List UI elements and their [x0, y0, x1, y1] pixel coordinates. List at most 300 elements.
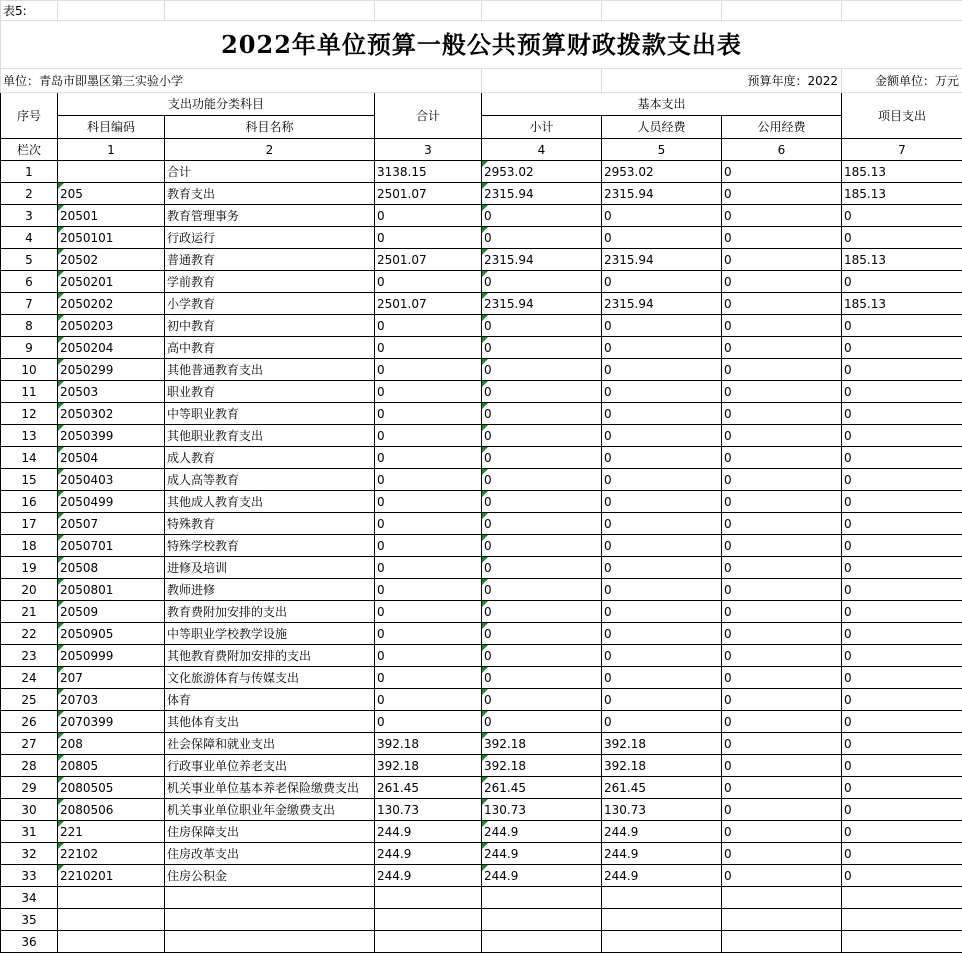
row-code-cell[interactable]: 2050905 [58, 623, 165, 645]
row-subtotal-cell[interactable]: 0 [482, 337, 602, 359]
column-number[interactable]: 7 [842, 139, 962, 161]
row-name-cell[interactable]: 其他普通教育支出 [165, 359, 375, 381]
row-total-cell[interactable]: 0 [375, 535, 482, 557]
row-name-cell[interactable]: 其他教育费附加安排的支出 [165, 645, 375, 667]
row-public-cell[interactable]: 0 [722, 557, 842, 579]
row-public-cell[interactable]: 0 [722, 425, 842, 447]
row-name-cell[interactable]: 住房保障支出 [165, 821, 375, 843]
row-name-cell[interactable]: 特殊教育 [165, 513, 375, 535]
row-project-cell[interactable]: 0 [842, 821, 962, 843]
row-personnel-cell[interactable]: 244.9 [602, 821, 722, 843]
header-name[interactable]: 科目名称 [165, 116, 375, 139]
row-total-cell[interactable]: 0 [375, 337, 482, 359]
row-personnel-cell[interactable]: 0 [602, 667, 722, 689]
row-personnel-cell[interactable]: 0 [602, 469, 722, 491]
row-personnel-cell[interactable]: 0 [602, 711, 722, 733]
row-total-cell[interactable]: 244.9 [375, 865, 482, 887]
row-subtotal-cell[interactable]: 0 [482, 271, 602, 293]
row-seq-cell[interactable]: 9 [1, 337, 58, 359]
row-total-cell[interactable]: 0 [375, 381, 482, 403]
row-seq-cell[interactable]: 21 [1, 601, 58, 623]
row-subtotal-cell[interactable]: 2953.02 [482, 161, 602, 183]
row-subtotal-cell[interactable]: 0 [482, 403, 602, 425]
row-total-cell[interactable]: 0 [375, 645, 482, 667]
row-code-cell[interactable]: 20703 [58, 689, 165, 711]
row-total-cell[interactable]: 0 [375, 227, 482, 249]
table-label-cell[interactable]: 表5: [1, 1, 58, 21]
row-personnel-cell[interactable]: 2315.94 [602, 293, 722, 315]
row-seq-cell[interactable]: 28 [1, 755, 58, 777]
row-name-cell[interactable]: 其他体育支出 [165, 711, 375, 733]
row-seq-cell[interactable]: 30 [1, 799, 58, 821]
row-seq-cell[interactable]: 16 [1, 491, 58, 513]
row-total-cell[interactable]: 0 [375, 359, 482, 381]
row-personnel-cell[interactable]: 0 [602, 315, 722, 337]
row-subtotal-cell[interactable]: 2315.94 [482, 249, 602, 271]
row-code-cell[interactable]: 20805 [58, 755, 165, 777]
row-subtotal-cell[interactable]: 0 [482, 711, 602, 733]
row-personnel-cell[interactable] [602, 887, 722, 909]
row-public-cell[interactable]: 0 [722, 403, 842, 425]
row-seq-cell[interactable]: 24 [1, 667, 58, 689]
row-public-cell[interactable]: 0 [722, 293, 842, 315]
row-seq-cell[interactable]: 33 [1, 865, 58, 887]
row-subtotal-cell[interactable]: 0 [482, 513, 602, 535]
row-code-cell[interactable]: 221 [58, 821, 165, 843]
amount-unit-label[interactable]: 金额单位：万元 [842, 69, 962, 93]
row-seq-cell[interactable]: 11 [1, 381, 58, 403]
row-subtotal-cell[interactable]: 0 [482, 623, 602, 645]
row-public-cell[interactable]: 0 [722, 843, 842, 865]
row-subtotal-cell[interactable]: 0 [482, 579, 602, 601]
row-public-cell[interactable] [722, 909, 842, 931]
row-project-cell[interactable]: 0 [842, 535, 962, 557]
row-personnel-cell[interactable]: 0 [602, 425, 722, 447]
row-public-cell[interactable]: 0 [722, 447, 842, 469]
row-personnel-cell[interactable]: 2315.94 [602, 249, 722, 271]
row-subtotal-cell[interactable]: 0 [482, 227, 602, 249]
row-personnel-cell[interactable]: 0 [602, 227, 722, 249]
row-name-cell[interactable]: 住房改革支出 [165, 843, 375, 865]
row-name-cell[interactable]: 其他职业教育支出 [165, 425, 375, 447]
row-project-cell[interactable]: 0 [842, 799, 962, 821]
row-name-cell[interactable]: 职业教育 [165, 381, 375, 403]
row-code-cell[interactable]: 2050204 [58, 337, 165, 359]
row-personnel-cell[interactable]: 244.9 [602, 865, 722, 887]
row-seq-cell[interactable]: 3 [1, 205, 58, 227]
row-code-cell[interactable]: 20507 [58, 513, 165, 535]
column-number[interactable]: 6 [722, 139, 842, 161]
row-subtotal-cell[interactable]: 0 [482, 381, 602, 403]
row-seq-cell[interactable]: 20 [1, 579, 58, 601]
column-number[interactable]: 2 [165, 139, 375, 161]
row-code-cell[interactable]: 2210201 [58, 865, 165, 887]
row-name-cell[interactable]: 成人教育 [165, 447, 375, 469]
row-seq-cell[interactable]: 2 [1, 183, 58, 205]
row-total-cell[interactable]: 0 [375, 601, 482, 623]
row-public-cell[interactable]: 0 [722, 227, 842, 249]
row-code-cell[interactable]: 2050399 [58, 425, 165, 447]
row-total-cell[interactable]: 0 [375, 667, 482, 689]
row-seq-cell[interactable]: 19 [1, 557, 58, 579]
row-subtotal-cell[interactable]: 0 [482, 667, 602, 689]
row-public-cell[interactable]: 0 [722, 535, 842, 557]
row-public-cell[interactable]: 0 [722, 469, 842, 491]
row-public-cell[interactable] [722, 931, 842, 953]
row-code-cell[interactable]: 2050499 [58, 491, 165, 513]
row-total-cell[interactable]: 0 [375, 623, 482, 645]
row-public-cell[interactable]: 0 [722, 623, 842, 645]
row-seq-cell[interactable]: 34 [1, 887, 58, 909]
row-seq-cell[interactable]: 31 [1, 821, 58, 843]
row-project-cell[interactable]: 0 [842, 359, 962, 381]
row-name-cell[interactable]: 进修及培训 [165, 557, 375, 579]
row-project-cell[interactable]: 185.13 [842, 293, 962, 315]
row-personnel-cell[interactable]: 0 [602, 359, 722, 381]
row-subtotal-cell[interactable]: 0 [482, 205, 602, 227]
row-seq-cell[interactable]: 22 [1, 623, 58, 645]
row-subtotal-cell[interactable]: 2315.94 [482, 183, 602, 205]
row-name-cell[interactable]: 学前教育 [165, 271, 375, 293]
row-code-cell[interactable]: 2050299 [58, 359, 165, 381]
row-seq-cell[interactable]: 29 [1, 777, 58, 799]
row-personnel-cell[interactable]: 2315.94 [602, 183, 722, 205]
row-public-cell[interactable]: 0 [722, 821, 842, 843]
row-seq-cell[interactable]: 6 [1, 271, 58, 293]
row-personnel-cell[interactable]: 0 [602, 557, 722, 579]
row-personnel-cell[interactable]: 0 [602, 513, 722, 535]
row-seq-cell[interactable]: 4 [1, 227, 58, 249]
row-total-cell[interactable]: 0 [375, 711, 482, 733]
row-project-cell[interactable]: 0 [842, 425, 962, 447]
row-seq-cell[interactable]: 13 [1, 425, 58, 447]
column-number[interactable]: 4 [482, 139, 602, 161]
budget-year-label[interactable]: 预算年度：2022 [602, 69, 842, 93]
row-code-cell[interactable]: 20504 [58, 447, 165, 469]
unit-label[interactable]: 单位：青岛市即墨区第三实验小学 [1, 69, 482, 93]
header-project[interactable]: 项目支出 [842, 93, 962, 139]
row-code-cell[interactable]: 22102 [58, 843, 165, 865]
row-public-cell[interactable]: 0 [722, 249, 842, 271]
row-name-cell[interactable] [165, 887, 375, 909]
row-name-cell[interactable]: 合计 [165, 161, 375, 183]
row-project-cell[interactable]: 0 [842, 579, 962, 601]
row-public-cell[interactable]: 0 [722, 381, 842, 403]
row-seq-cell[interactable]: 35 [1, 909, 58, 931]
row-seq-cell[interactable]: 32 [1, 843, 58, 865]
row-total-cell[interactable]: 261.45 [375, 777, 482, 799]
row-total-cell[interactable]: 0 [375, 491, 482, 513]
row-subtotal-cell[interactable]: 130.73 [482, 799, 602, 821]
row-project-cell[interactable]: 185.13 [842, 161, 962, 183]
row-subtotal-cell[interactable] [482, 931, 602, 953]
header-seq[interactable]: 序号 [1, 93, 58, 139]
row-name-cell[interactable]: 教育管理事务 [165, 205, 375, 227]
row-total-cell[interactable]: 0 [375, 513, 482, 535]
row-code-cell[interactable]: 2080506 [58, 799, 165, 821]
row-subtotal-cell[interactable]: 0 [482, 491, 602, 513]
row-project-cell[interactable] [842, 909, 962, 931]
row-seq-cell[interactable]: 25 [1, 689, 58, 711]
row-code-cell[interactable]: 2050203 [58, 315, 165, 337]
row-project-cell[interactable]: 0 [842, 315, 962, 337]
row-total-cell[interactable]: 0 [375, 425, 482, 447]
row-name-cell[interactable]: 特殊学校教育 [165, 535, 375, 557]
row-code-cell[interactable]: 20503 [58, 381, 165, 403]
column-number[interactable]: 1 [58, 139, 165, 161]
row-personnel-cell[interactable]: 0 [602, 689, 722, 711]
row-seq-cell[interactable]: 15 [1, 469, 58, 491]
row-public-cell[interactable]: 0 [722, 799, 842, 821]
row-personnel-cell[interactable]: 0 [602, 491, 722, 513]
row-total-cell[interactable]: 0 [375, 689, 482, 711]
row-seq-cell[interactable]: 7 [1, 293, 58, 315]
row-project-cell[interactable]: 0 [842, 865, 962, 887]
row-subtotal-cell[interactable] [482, 887, 602, 909]
row-name-cell[interactable]: 机关事业单位职业年金缴费支出 [165, 799, 375, 821]
row-code-cell[interactable] [58, 931, 165, 953]
row-total-cell[interactable]: 0 [375, 205, 482, 227]
row-seq-cell[interactable]: 5 [1, 249, 58, 271]
row-personnel-cell[interactable]: 261.45 [602, 777, 722, 799]
row-public-cell[interactable]: 0 [722, 777, 842, 799]
row-public-cell[interactable]: 0 [722, 359, 842, 381]
row-code-cell[interactable]: 2050701 [58, 535, 165, 557]
row-name-cell[interactable]: 住房公积金 [165, 865, 375, 887]
row-name-cell[interactable]: 初中教育 [165, 315, 375, 337]
row-seq-cell[interactable]: 23 [1, 645, 58, 667]
row-project-cell[interactable]: 0 [842, 447, 962, 469]
row-seq-cell[interactable]: 36 [1, 931, 58, 953]
row-total-cell[interactable]: 130.73 [375, 799, 482, 821]
row-subtotal-cell[interactable]: 392.18 [482, 733, 602, 755]
row-subtotal-cell[interactable]: 2315.94 [482, 293, 602, 315]
row-project-cell[interactable]: 0 [842, 403, 962, 425]
row-name-cell[interactable]: 普通教育 [165, 249, 375, 271]
row-name-cell[interactable]: 机关事业单位基本养老保险缴费支出 [165, 777, 375, 799]
row-seq-cell[interactable]: 26 [1, 711, 58, 733]
row-name-cell[interactable]: 行政运行 [165, 227, 375, 249]
row-total-cell[interactable]: 0 [375, 447, 482, 469]
row-public-cell[interactable]: 0 [722, 645, 842, 667]
row-subtotal-cell[interactable]: 0 [482, 447, 602, 469]
page-title[interactable]: 2022年单位预算一般公共预算财政拨款支出表 [1, 21, 962, 69]
row-code-cell[interactable]: 205 [58, 183, 165, 205]
row-total-cell[interactable]: 0 [375, 557, 482, 579]
row-name-cell[interactable]: 成人高等教育 [165, 469, 375, 491]
row-public-cell[interactable] [722, 887, 842, 909]
row-subtotal-cell[interactable]: 0 [482, 359, 602, 381]
row-name-cell[interactable]: 中等职业教育 [165, 403, 375, 425]
row-personnel-cell[interactable]: 0 [602, 601, 722, 623]
row-project-cell[interactable]: 0 [842, 513, 962, 535]
row-personnel-cell[interactable]: 392.18 [602, 755, 722, 777]
row-subtotal-cell[interactable]: 244.9 [482, 843, 602, 865]
row-code-cell[interactable]: 20502 [58, 249, 165, 271]
row-total-cell[interactable]: 392.18 [375, 755, 482, 777]
row-project-cell[interactable]: 0 [842, 667, 962, 689]
row-project-cell[interactable]: 0 [842, 733, 962, 755]
row-subtotal-cell[interactable]: 0 [482, 425, 602, 447]
row-total-cell[interactable]: 0 [375, 469, 482, 491]
row-subtotal-cell[interactable]: 0 [482, 689, 602, 711]
column-number-label[interactable]: 栏次 [1, 139, 58, 161]
row-total-cell[interactable]: 0 [375, 315, 482, 337]
row-public-cell[interactable]: 0 [722, 271, 842, 293]
header-personnel[interactable]: 人员经费 [602, 116, 722, 139]
row-personnel-cell[interactable]: 244.9 [602, 843, 722, 865]
row-personnel-cell[interactable]: 0 [602, 579, 722, 601]
row-code-cell[interactable]: 2080505 [58, 777, 165, 799]
row-total-cell[interactable]: 244.9 [375, 843, 482, 865]
header-subtotal[interactable]: 小计 [482, 116, 602, 139]
row-project-cell[interactable]: 0 [842, 623, 962, 645]
row-seq-cell[interactable]: 8 [1, 315, 58, 337]
row-code-cell[interactable]: 20509 [58, 601, 165, 623]
row-public-cell[interactable]: 0 [722, 183, 842, 205]
row-seq-cell[interactable]: 12 [1, 403, 58, 425]
row-public-cell[interactable]: 0 [722, 755, 842, 777]
row-name-cell[interactable]: 教师进修 [165, 579, 375, 601]
row-subtotal-cell[interactable]: 244.9 [482, 821, 602, 843]
row-personnel-cell[interactable]: 0 [602, 645, 722, 667]
row-project-cell[interactable]: 0 [842, 777, 962, 799]
row-project-cell[interactable]: 0 [842, 755, 962, 777]
row-subtotal-cell[interactable]: 0 [482, 469, 602, 491]
row-seq-cell[interactable]: 18 [1, 535, 58, 557]
row-code-cell[interactable] [58, 887, 165, 909]
row-subtotal-cell[interactable]: 0 [482, 535, 602, 557]
row-name-cell[interactable]: 教育费附加安排的支出 [165, 601, 375, 623]
row-project-cell[interactable]: 0 [842, 205, 962, 227]
row-name-cell[interactable]: 教育支出 [165, 183, 375, 205]
row-code-cell[interactable]: 2050201 [58, 271, 165, 293]
row-public-cell[interactable]: 0 [722, 865, 842, 887]
row-subtotal-cell[interactable]: 0 [482, 315, 602, 337]
row-code-cell[interactable]: 207 [58, 667, 165, 689]
row-public-cell[interactable]: 0 [722, 579, 842, 601]
row-name-cell[interactable]: 高中教育 [165, 337, 375, 359]
row-name-cell[interactable] [165, 931, 375, 953]
row-public-cell[interactable]: 0 [722, 711, 842, 733]
row-code-cell[interactable]: 2050302 [58, 403, 165, 425]
row-personnel-cell[interactable]: 0 [602, 205, 722, 227]
column-number[interactable]: 5 [602, 139, 722, 161]
row-public-cell[interactable]: 0 [722, 667, 842, 689]
row-personnel-cell[interactable]: 392.18 [602, 733, 722, 755]
row-project-cell[interactable] [842, 931, 962, 953]
row-name-cell[interactable]: 体育 [165, 689, 375, 711]
row-public-cell[interactable]: 0 [722, 315, 842, 337]
row-code-cell[interactable]: 2050801 [58, 579, 165, 601]
header-public[interactable]: 公用经费 [722, 116, 842, 139]
row-total-cell[interactable] [375, 887, 482, 909]
row-total-cell[interactable]: 244.9 [375, 821, 482, 843]
row-seq-cell[interactable]: 10 [1, 359, 58, 381]
row-project-cell[interactable]: 0 [842, 711, 962, 733]
row-public-cell[interactable]: 0 [722, 337, 842, 359]
row-project-cell[interactable]: 0 [842, 381, 962, 403]
row-code-cell[interactable]: 2050999 [58, 645, 165, 667]
row-personnel-cell[interactable]: 0 [602, 623, 722, 645]
row-subtotal-cell[interactable]: 244.9 [482, 865, 602, 887]
row-project-cell[interactable]: 0 [842, 601, 962, 623]
row-total-cell[interactable]: 2501.07 [375, 293, 482, 315]
row-seq-cell[interactable]: 14 [1, 447, 58, 469]
row-seq-cell[interactable]: 27 [1, 733, 58, 755]
row-project-cell[interactable]: 0 [842, 469, 962, 491]
row-project-cell[interactable]: 0 [842, 271, 962, 293]
row-total-cell[interactable]: 2501.07 [375, 249, 482, 271]
row-personnel-cell[interactable]: 130.73 [602, 799, 722, 821]
row-project-cell[interactable]: 0 [842, 843, 962, 865]
row-public-cell[interactable]: 0 [722, 733, 842, 755]
row-code-cell[interactable]: 20508 [58, 557, 165, 579]
header-total[interactable]: 合计 [375, 93, 482, 139]
row-total-cell[interactable]: 0 [375, 403, 482, 425]
row-code-cell[interactable]: 208 [58, 733, 165, 755]
row-subtotal-cell[interactable]: 0 [482, 601, 602, 623]
row-personnel-cell[interactable]: 0 [602, 381, 722, 403]
row-code-cell[interactable] [58, 161, 165, 183]
row-code-cell[interactable]: 2070399 [58, 711, 165, 733]
row-total-cell[interactable] [375, 909, 482, 931]
row-seq-cell[interactable]: 1 [1, 161, 58, 183]
row-code-cell[interactable]: 2050101 [58, 227, 165, 249]
column-number[interactable]: 3 [375, 139, 482, 161]
row-code-cell[interactable]: 20501 [58, 205, 165, 227]
row-total-cell[interactable]: 0 [375, 271, 482, 293]
row-name-cell[interactable]: 中等职业学校教学设施 [165, 623, 375, 645]
row-personnel-cell[interactable]: 0 [602, 337, 722, 359]
row-personnel-cell[interactable]: 0 [602, 271, 722, 293]
row-project-cell[interactable]: 0 [842, 337, 962, 359]
row-public-cell[interactable]: 0 [722, 601, 842, 623]
row-project-cell[interactable]: 0 [842, 227, 962, 249]
row-public-cell[interactable]: 0 [722, 689, 842, 711]
row-total-cell[interactable]: 2501.07 [375, 183, 482, 205]
row-code-cell[interactable] [58, 909, 165, 931]
row-personnel-cell[interactable]: 0 [602, 447, 722, 469]
row-project-cell[interactable]: 0 [842, 491, 962, 513]
row-project-cell[interactable]: 0 [842, 689, 962, 711]
row-subtotal-cell[interactable]: 0 [482, 645, 602, 667]
row-name-cell[interactable]: 小学教育 [165, 293, 375, 315]
row-name-cell[interactable] [165, 909, 375, 931]
row-total-cell[interactable]: 392.18 [375, 733, 482, 755]
row-project-cell[interactable] [842, 887, 962, 909]
header-basic[interactable]: 基本支出 [482, 93, 842, 116]
row-name-cell[interactable]: 文化旅游体育与传媒支出 [165, 667, 375, 689]
row-personnel-cell[interactable]: 2953.02 [602, 161, 722, 183]
row-total-cell[interactable] [375, 931, 482, 953]
row-code-cell[interactable]: 2050202 [58, 293, 165, 315]
row-name-cell[interactable]: 社会保障和就业支出 [165, 733, 375, 755]
row-seq-cell[interactable]: 17 [1, 513, 58, 535]
row-personnel-cell[interactable] [602, 931, 722, 953]
row-project-cell[interactable]: 185.13 [842, 183, 962, 205]
row-public-cell[interactable]: 0 [722, 513, 842, 535]
row-project-cell[interactable]: 0 [842, 557, 962, 579]
row-name-cell[interactable]: 行政事业单位养老支出 [165, 755, 375, 777]
row-project-cell[interactable]: 0 [842, 645, 962, 667]
row-subtotal-cell[interactable] [482, 909, 602, 931]
row-public-cell[interactable]: 0 [722, 205, 842, 227]
row-subtotal-cell[interactable]: 261.45 [482, 777, 602, 799]
row-subtotal-cell[interactable]: 0 [482, 557, 602, 579]
row-personnel-cell[interactable]: 0 [602, 403, 722, 425]
row-personnel-cell[interactable]: 0 [602, 535, 722, 557]
